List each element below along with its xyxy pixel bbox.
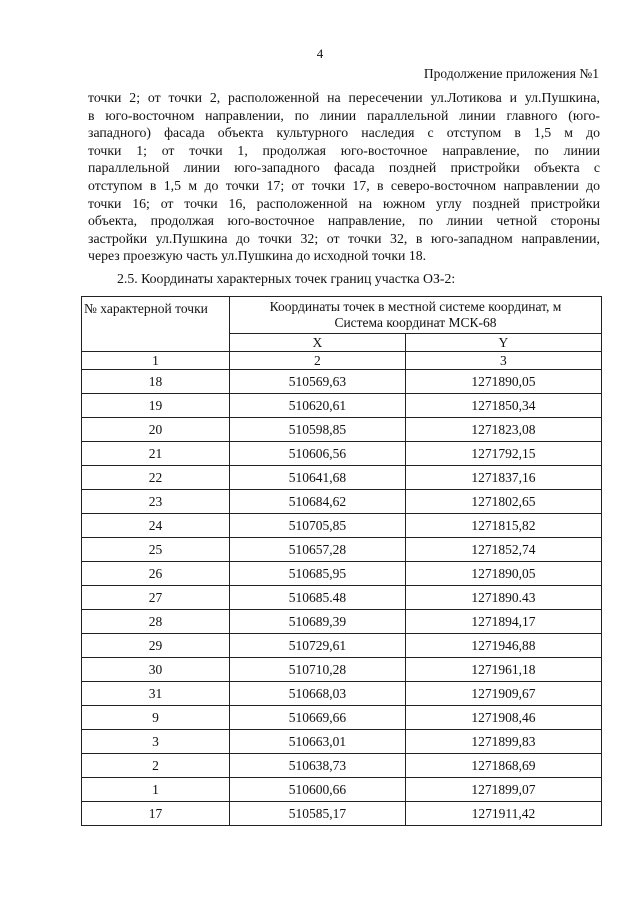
cell-x: 510684,62 [230, 490, 406, 514]
cell-y: 1271823,08 [405, 418, 601, 442]
cell-x: 510668,03 [230, 682, 406, 706]
cell-point-number: 2 [82, 754, 230, 778]
cell-point-number: 9 [82, 706, 230, 730]
cell-y: 1271850,34 [405, 394, 601, 418]
body-line: отступом в 1,5 м до точки 17; от точки 17, в северо-восточном направлении до [88, 177, 600, 193]
cell-point-number: 26 [82, 562, 230, 586]
cell-x: 510685.48 [230, 586, 406, 610]
cell-point-number: 3 [82, 730, 230, 754]
cell-x: 510641,68 [230, 466, 406, 490]
column-number: 2 [230, 352, 406, 370]
table-row [82, 466, 602, 490]
cell-point-number: 21 [82, 442, 230, 466]
cell-y: 1271899,07 [405, 778, 601, 802]
cell-point-number: 27 [82, 586, 230, 610]
cell-x: 510669,66 [230, 706, 406, 730]
cell-y: 1271908,46 [405, 706, 601, 730]
table-row [82, 706, 602, 730]
cell-x: 510657,28 [230, 538, 406, 562]
cell-y: 1271815,82 [405, 514, 601, 538]
cell-point-number: 29 [82, 634, 230, 658]
body-line: западного) фасада объекта культурного наследия с отступом в 1,5 м до [88, 125, 600, 141]
cell-y: 1271961,18 [405, 658, 601, 682]
table-row [82, 514, 602, 538]
table-row [82, 802, 602, 826]
body-paragraph [88, 89, 600, 265]
cell-point-number: 22 [82, 466, 230, 490]
cell-x: 510598,85 [230, 418, 406, 442]
cell-point-number: 18 [82, 370, 230, 394]
cell-x: 510663,01 [230, 730, 406, 754]
page-number: 4 [316, 46, 324, 61]
cell-y: 1271890,05 [405, 562, 601, 586]
section-heading: 2.5. Координаты характерных точек границ участка ОЗ-2: [117, 271, 456, 286]
cell-point-number: 1 [82, 778, 230, 802]
cell-y: 1271894,17 [405, 610, 601, 634]
cell-x: 510620,61 [230, 394, 406, 418]
header-coordinates-line2: Система координат МСК-68 [334, 315, 497, 330]
table-row [82, 682, 602, 706]
body-line: в юго-восточном направлении, по линии параллельной линии главного (юго- [88, 107, 600, 123]
body-line: через проезжую часть ул.Пушкина до исходной точки 18. [88, 248, 427, 264]
table-row [82, 370, 602, 394]
header-x: X [230, 334, 406, 352]
cell-point-number: 20 [82, 418, 230, 442]
body-line: точки 1; от точки 1, продолжая юго-восточное направление, по линии [88, 142, 600, 158]
cell-y: 1271899,83 [405, 730, 601, 754]
cell-point-number: 19 [82, 394, 230, 418]
cell-x: 510689,39 [230, 610, 406, 634]
cell-x: 510710,28 [230, 658, 406, 682]
cell-x: 510585,17 [230, 802, 406, 826]
body-line: параллельной линии юго-западного фасада поздней пристройки объекта с [88, 160, 600, 176]
cell-x: 510685,95 [230, 562, 406, 586]
cell-x: 510638,73 [230, 754, 406, 778]
cell-point-number: 28 [82, 610, 230, 634]
table-row [82, 658, 602, 682]
table-row [82, 778, 602, 802]
body-line: точки 16; от точки 16, расположенной на южном углу поздней пристройки [88, 195, 600, 211]
table-row [82, 442, 602, 466]
cell-y: 1271946,88 [405, 634, 601, 658]
coordinates-table [81, 296, 602, 826]
column-number: 3 [405, 352, 601, 370]
table-body [82, 370, 602, 826]
table-column-number-row [82, 352, 602, 370]
cell-y: 1271802,65 [405, 490, 601, 514]
table-row [82, 538, 602, 562]
cell-y: 1271911,42 [405, 802, 601, 826]
cell-y: 1271890.43 [405, 586, 601, 610]
table-row [82, 610, 602, 634]
table-header-row [82, 297, 602, 334]
table-row [82, 394, 602, 418]
cell-point-number: 25 [82, 538, 230, 562]
cell-x: 510606,56 [230, 442, 406, 466]
cell-x: 510569,63 [230, 370, 406, 394]
cell-x: 510729,61 [230, 634, 406, 658]
cell-y: 1271909,67 [405, 682, 601, 706]
column-number: 1 [82, 352, 230, 370]
cell-y: 1271837,16 [405, 466, 601, 490]
cell-x: 510600,66 [230, 778, 406, 802]
header-y: Y [405, 334, 601, 352]
table-row [82, 730, 602, 754]
header-coordinates-line1: Координаты точек в местной системе координат, м [269, 299, 562, 314]
cell-y: 1271890,05 [405, 370, 601, 394]
table-row [82, 562, 602, 586]
cell-y: 1271868,69 [405, 754, 601, 778]
header-coordinates [230, 297, 602, 334]
table-row [82, 586, 602, 610]
table-row [82, 634, 602, 658]
body-line: застройки ул.Пушкина до точки 32; от точки 32, в юго-западном направлении, [88, 230, 600, 246]
cell-point-number: 31 [82, 682, 230, 706]
table-row [82, 754, 602, 778]
cell-point-number: 30 [82, 658, 230, 682]
table-row [82, 418, 602, 442]
cell-x: 510705,85 [230, 514, 406, 538]
cell-point-number: 24 [82, 514, 230, 538]
body-line: точки 2; от точки 2, расположенной на пересечении ул.Лотикова и ул.Пушкина, [88, 90, 600, 105]
appendix-note: Продолжение приложения №1 [423, 66, 599, 81]
cell-y: 1271792,15 [405, 442, 601, 466]
cell-y: 1271852,74 [405, 538, 601, 562]
cell-point-number: 17 [82, 802, 230, 826]
table-row [82, 490, 602, 514]
header-point-number: № характерной точки [82, 297, 230, 352]
body-line: объекта, продолжая юго-восточное направление, по линии четной стороны [88, 213, 600, 229]
cell-point-number: 23 [82, 490, 230, 514]
